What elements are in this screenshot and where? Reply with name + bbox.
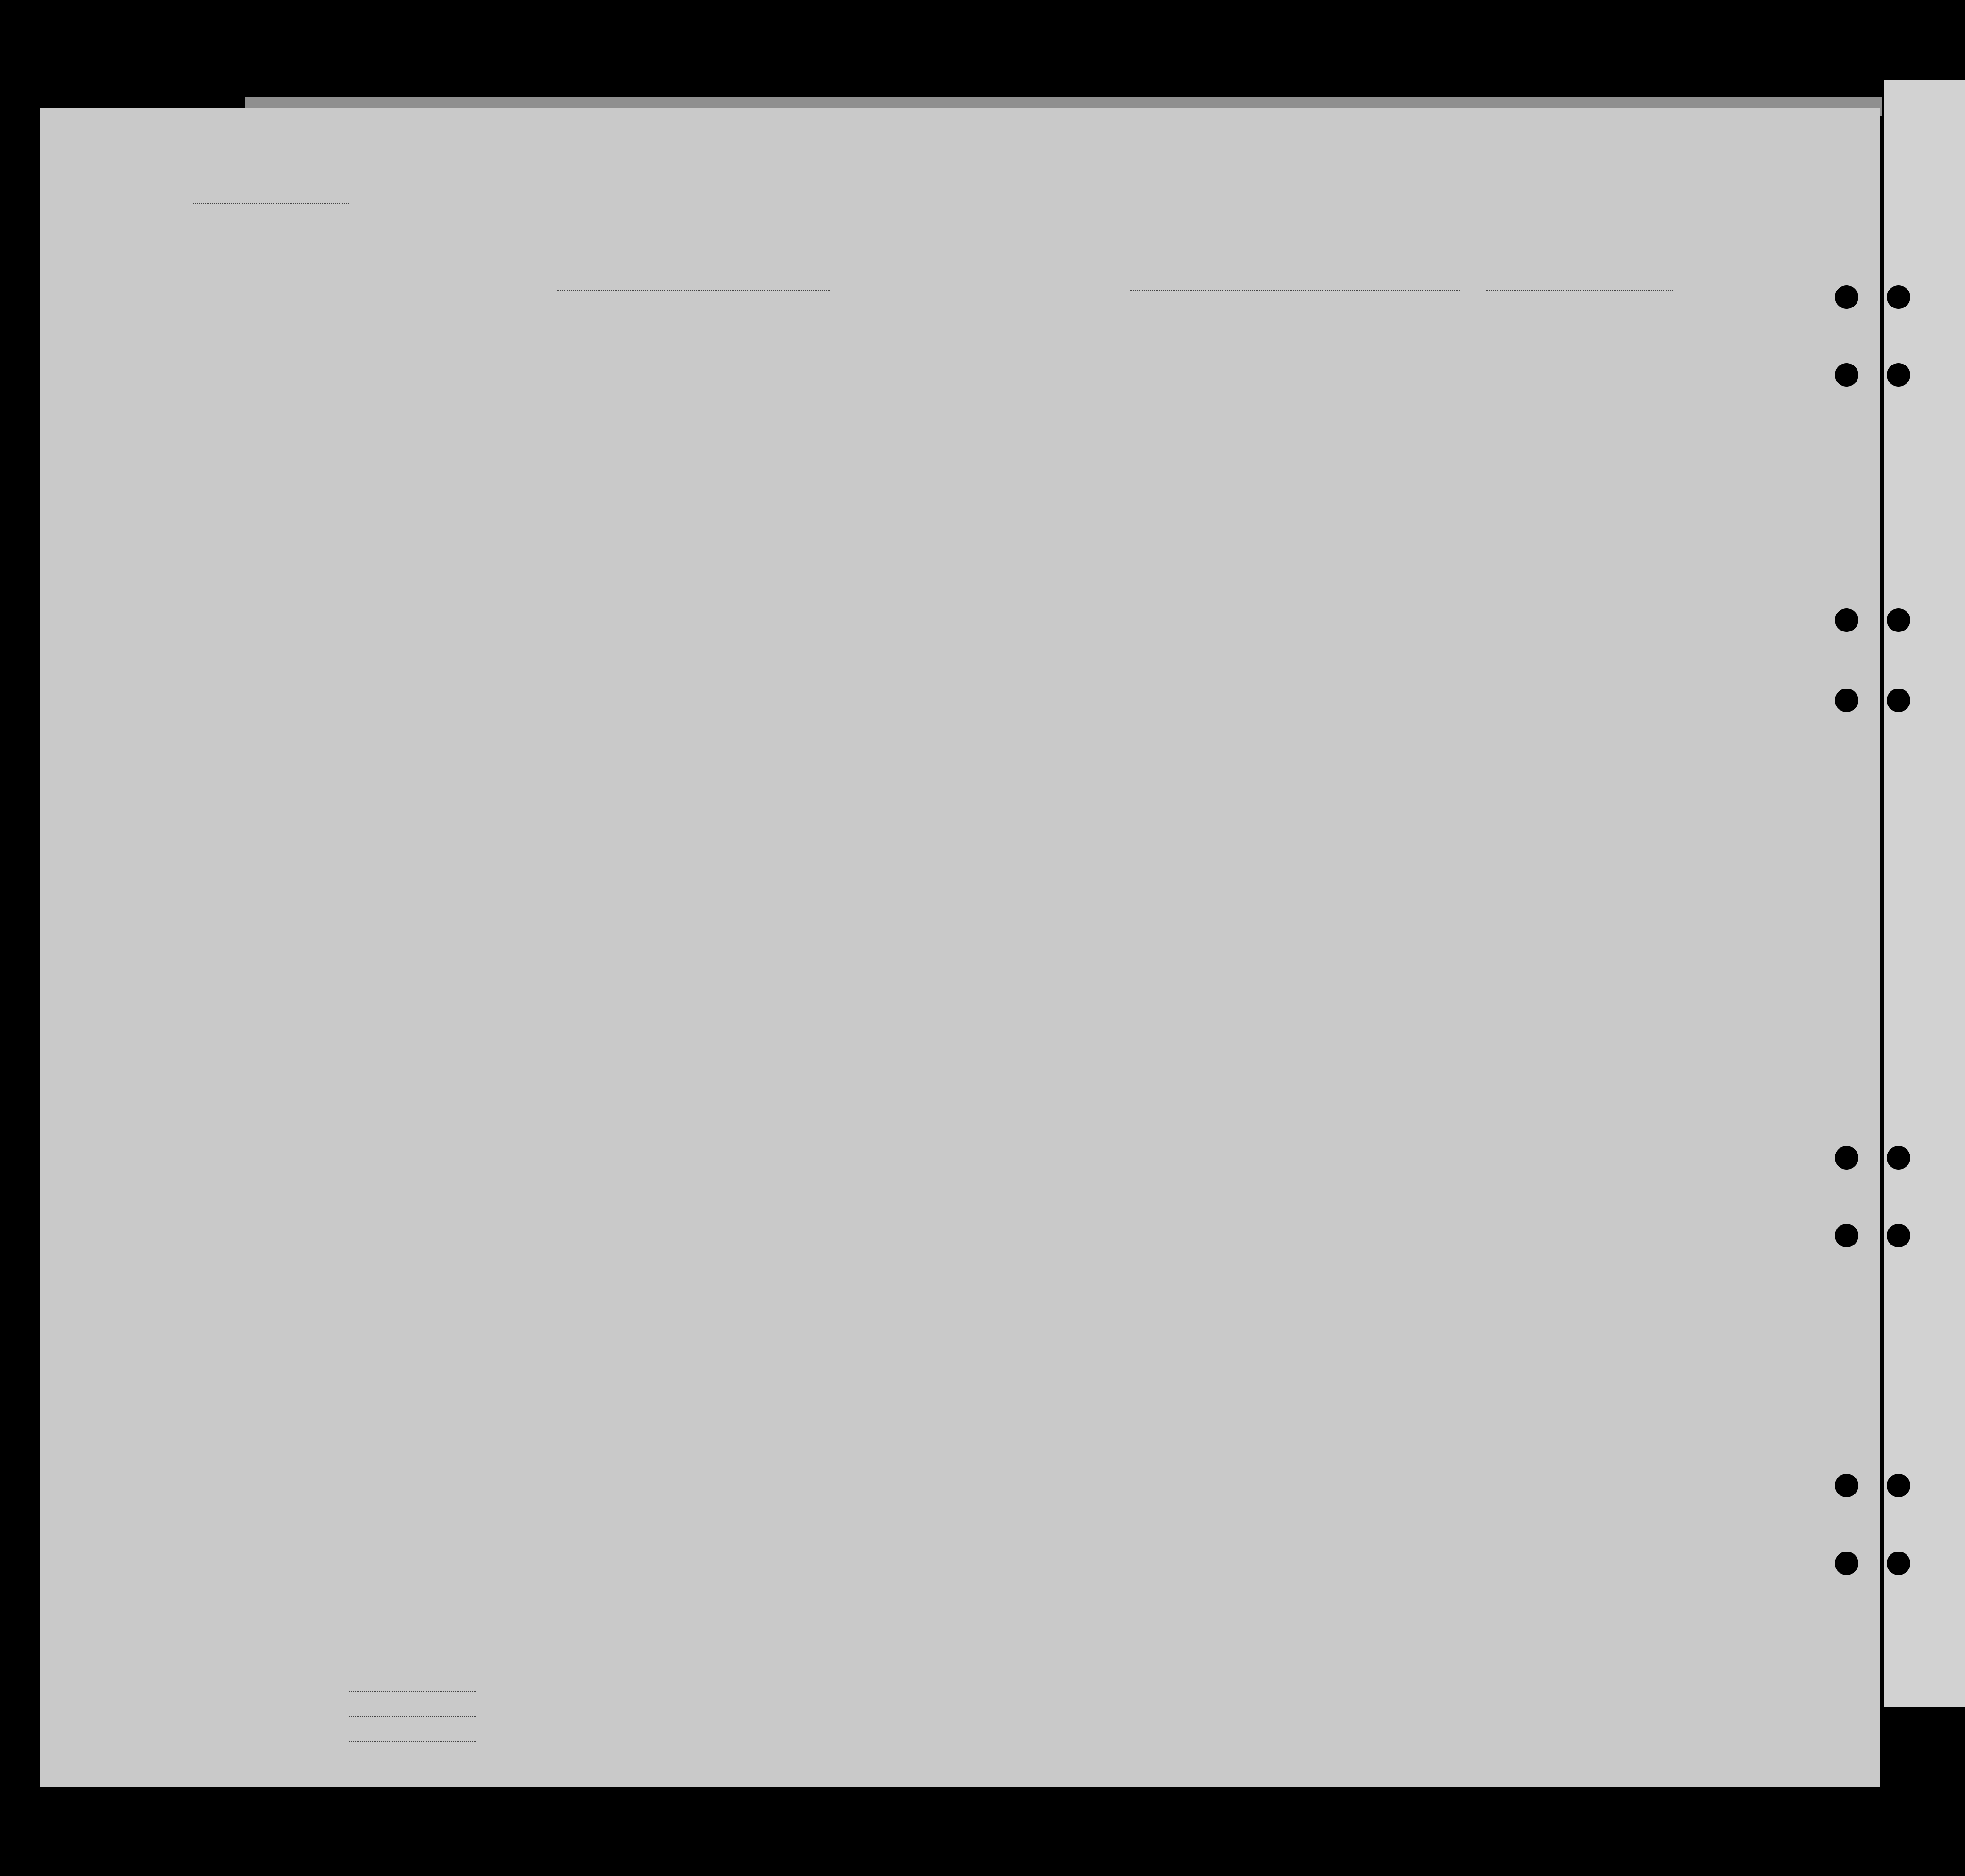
- punch-hole: [1887, 1146, 1910, 1170]
- punch-hole: [1887, 1474, 1910, 1497]
- footer-citizens-line: [349, 1716, 476, 1717]
- punch-hole: [1835, 1474, 1858, 1497]
- ship-line: [557, 290, 830, 291]
- punch-hole: [1835, 285, 1858, 309]
- punch-hole: [1835, 608, 1858, 632]
- punch-hole: [1887, 1552, 1910, 1575]
- punch-hole: [1887, 363, 1910, 387]
- punch-hole: [1835, 363, 1858, 387]
- footer-aliens-line: [349, 1741, 476, 1742]
- punch-hole: [1887, 608, 1910, 632]
- date-line: [1486, 290, 1674, 291]
- punch-hole: [1887, 285, 1910, 309]
- punch-hole: [1835, 1552, 1858, 1575]
- punch-hole: [1835, 1224, 1858, 1247]
- punch-hole: [1835, 1146, 1858, 1170]
- punch-hole: [1887, 1224, 1910, 1247]
- footer-total-line: [349, 1691, 476, 1692]
- port-line: [1130, 290, 1460, 291]
- list-underline: [193, 203, 349, 204]
- punch-hole: [1887, 689, 1910, 712]
- punch-hole: [1835, 689, 1858, 712]
